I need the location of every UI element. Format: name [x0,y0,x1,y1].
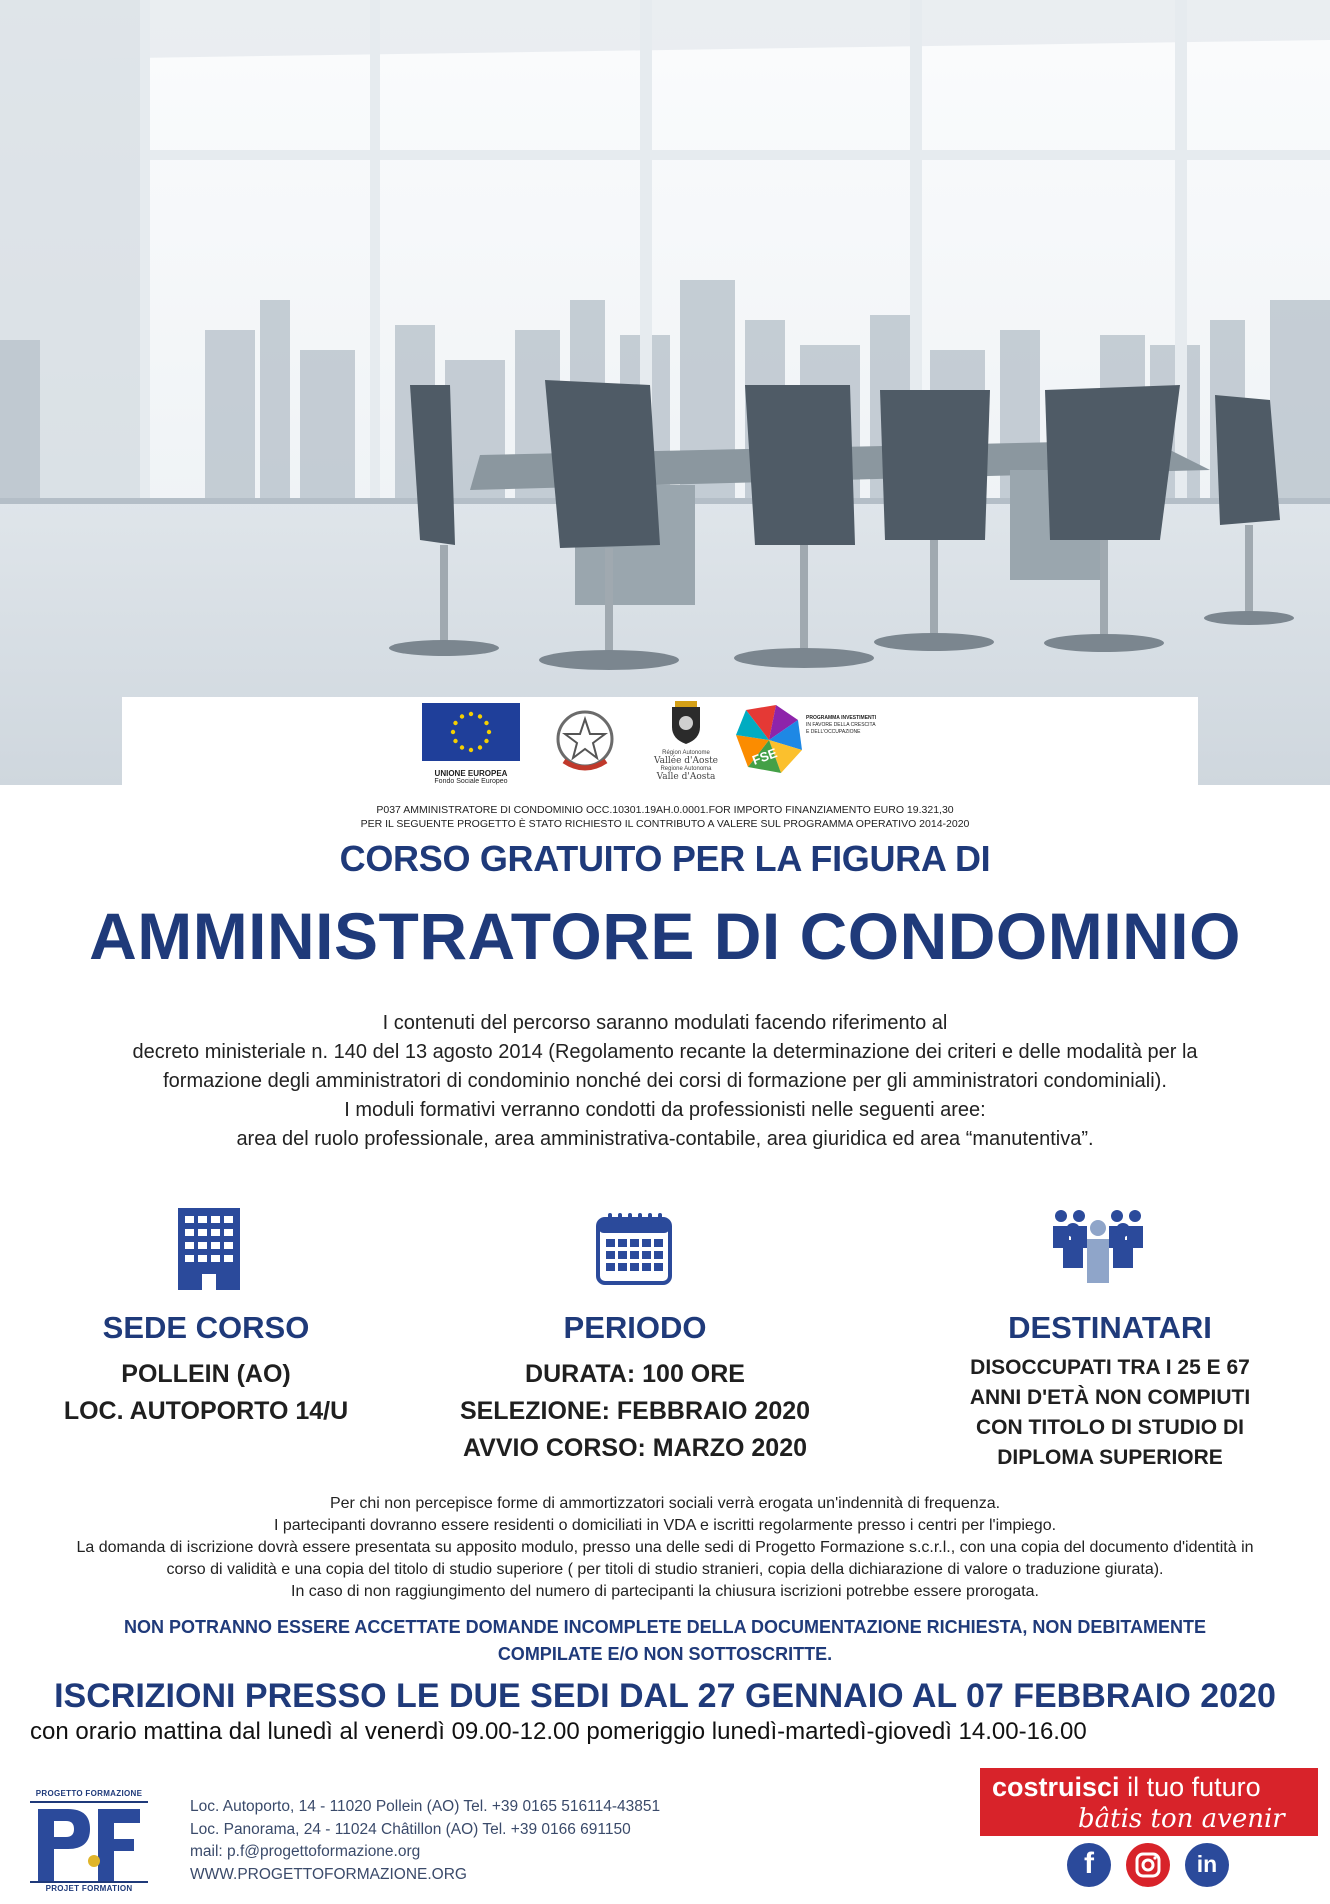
footer-contacts [190,1796,660,1886]
fse-caption-2: IN FAVORE DELLA CRESCITA [806,722,876,728]
region-caption-1: Région Autonome [662,750,710,756]
destinatari-section [890,1310,1330,1473]
eu-caption-2: Fondo Sociale Europeo [434,778,508,785]
linkedin-icon[interactable] [1185,1843,1229,1887]
periodo-line-3: AVVIO CORSO: MARZO 2020 [462,1434,808,1462]
conditions-notes [0,1493,1330,1603]
eu-caption-1: UNIONE EUROPEA [434,769,508,778]
logo-bar [122,697,1198,785]
region-logo [646,701,726,785]
periodo-section [415,1310,855,1467]
funding-info [0,803,1330,831]
note-line-4: corso di validità e una copia del titolo di studio superiore ( per titoli di studio stranieri, copia della dichiarazione di valore o traduzione giurata). [166,1561,1164,1578]
office-hours: con orario mattina dal lunedì al venerdì 09.00-12.00 pomeriggio lunedì-martedì-giovedì 14.00-16.00 [30,1718,1087,1745]
intro-line-4: I moduli formativi verranno condotti da professionisti nelle seguenti aree: [344,1099,986,1121]
eu-logo [422,703,520,783]
destinatari-details [890,1353,1330,1473]
pf-logo-top-text: PROGETTO FORMAZIONE [35,1789,143,1798]
warning-notice [0,1614,1330,1668]
region-caption-4: Valle d'Aosta [656,772,716,782]
email-link[interactable]: mail: p.f@progettoformazione.org [190,1843,421,1860]
note-line-2: I partecipanti dovranno essere residenti o domiciliati in VDA e iscritti regolarmente presso i centri per l'impiego. [273,1517,1057,1534]
warning-line-2: COMPILATE E/O NON SOTTOSCRITTE. [497,1644,833,1664]
banner-bold-word: costruisci [992,1772,1120,1802]
fse-mark: FSE [750,745,780,768]
people-group-icon [1053,1208,1143,1284]
linkedin-glyph: in [1196,1851,1218,1877]
warning-line-1: NON POTRANNO ESSERE ACCETTATE DOMANDE INCOMPLETE DELLA DOCUMENTAZIONE RICHIESTA, NON DEBITAMENTE [123,1617,1206,1637]
region-caption-2: Vallée d'Aoste [653,756,719,766]
slogan-banner [980,1768,1318,1836]
pf-logo-bottom-text: PROJET FORMATION [45,1884,133,1893]
intro-paragraph [0,1009,1330,1154]
progetto-formazione-logo [28,1789,150,1894]
fse-caption-1: PROGRAMMA INVESTIMENTI [806,715,877,721]
italian-republic-emblem-icon [550,705,620,777]
funding-line-1: P037 AMMINISTRATORE DI CONDOMINIO OCC.10301.19AH.0.0001.FOR IMPORTO FINANZIAMENTO EURO 19.321,30 [376,804,954,816]
region-caption-3: Regione Autonoma [660,766,712,772]
banner-line-1 [992,1772,1261,1803]
fse-caption-3: E DELL'OCCUPAZIONE [806,729,861,735]
sede-corso-section [0,1310,426,1430]
enrollment-headline: ISCRIZIONI PRESSO LE DUE SEDI DAL 27 GENNAIO AL 07 FEBBRAIO 2020 [54,1677,1276,1715]
region-shield-icon [669,701,703,745]
intro-line-5: area del ruolo professionale, area amministrativa-contabile, area giuridica ed area “manutentiva”. [236,1128,1094,1150]
fse-logo [736,705,876,781]
destinatari-heading: DESTINATARI [1008,1310,1212,1345]
conference-room-illustration [0,0,1330,785]
facebook-icon[interactable] [1067,1843,1111,1887]
facebook-glyph: f [1084,1847,1094,1880]
address-pollein: Loc. Autoporto, 14 - 11020 Pollein (AO) Tel. +39 0165 516114-43851 [190,1798,661,1815]
periodo-details [415,1356,855,1467]
intro-line-3: formazione degli amministratori di condominio nonché dei corsi di formazione per gli amministratori condominiali). [163,1070,1167,1092]
building-icon [178,1208,240,1290]
pf-monogram-icon [28,1801,150,1883]
sede-details [0,1356,426,1430]
periodo-line-2: SELEZIONE: FEBBRAIO 2020 [459,1397,811,1425]
destinatari-line-2: ANNI D'ETÀ NON COMPIUTI [969,1386,1251,1409]
destinatari-line-1: DISOCCUPATI TRA I 25 E 67 [970,1356,1250,1379]
intro-line-2: decreto ministeriale n. 140 del 13 agosto 2014 (Regolamento recante la determinazione dei criteri e delle modalità per la [132,1041,1198,1063]
destinatari-line-4: DIPLOMA SUPERIORE [997,1446,1223,1469]
note-line-5: In caso di non raggiungimento del numero di partecipanti la chiusura iscrizioni potrebbe essere prorogata. [291,1583,1039,1600]
funding-line-2: PER IL SEGUENTE PROGETTO È STATO RICHIESTO IL CONTRIBUTO A VALERE SUL PROGRAMMA OPERATIVO 2014-2020 [360,818,970,830]
hero-photo [0,0,1330,785]
calendar-icon [596,1213,672,1285]
periodo-heading: PERIODO [563,1310,707,1345]
destinatari-line-3: CON TITOLO DI STUDIO DI [976,1416,1244,1439]
intro-line-1: I contenuti del percorso saranno modulati facendo riferimento al [382,1012,948,1034]
sede-line-1: POLLEIN (AO) [121,1360,291,1388]
page-title: AMMINISTRATORE DI CONDOMINIO [89,899,1241,973]
fse-logo-icon [736,705,802,775]
periodo-line-1: DURATA: 100 ORE [525,1360,745,1388]
banner-line-2: bâtis ton avenir [1078,1804,1285,1834]
website-link[interactable]: WWW.PROGETTOFORMAZIONE.ORG [190,1865,467,1883]
address-chatillon: Loc. Panorama, 24 - 11024 Châtillon (AO) Tel. +39 0166 691150 [190,1820,631,1838]
note-line-1: Per chi non percepisce forme di ammortizzatori sociali verrà erogata un'indennità di frequenza. [329,1495,1001,1512]
page-subtitle: CORSO GRATUITO PER LA FIGURA DI [339,838,991,879]
sede-line-2: LOC. AUTOPORTO 14/U [63,1397,349,1425]
instagram-icon[interactable] [1126,1843,1170,1887]
sede-heading: SEDE CORSO [102,1310,310,1345]
note-line-3: La domanda di iscrizione dovrà essere presentata su apposito modulo, presso una delle sedi di Progetto Formazione s.c.r.l., con una copia del documento d'identità in [76,1539,1254,1556]
banner-rest: il tuo futuro [1119,1772,1261,1802]
instagram-glyph-icon [1126,1843,1170,1887]
eu-flag-icon [422,703,520,761]
